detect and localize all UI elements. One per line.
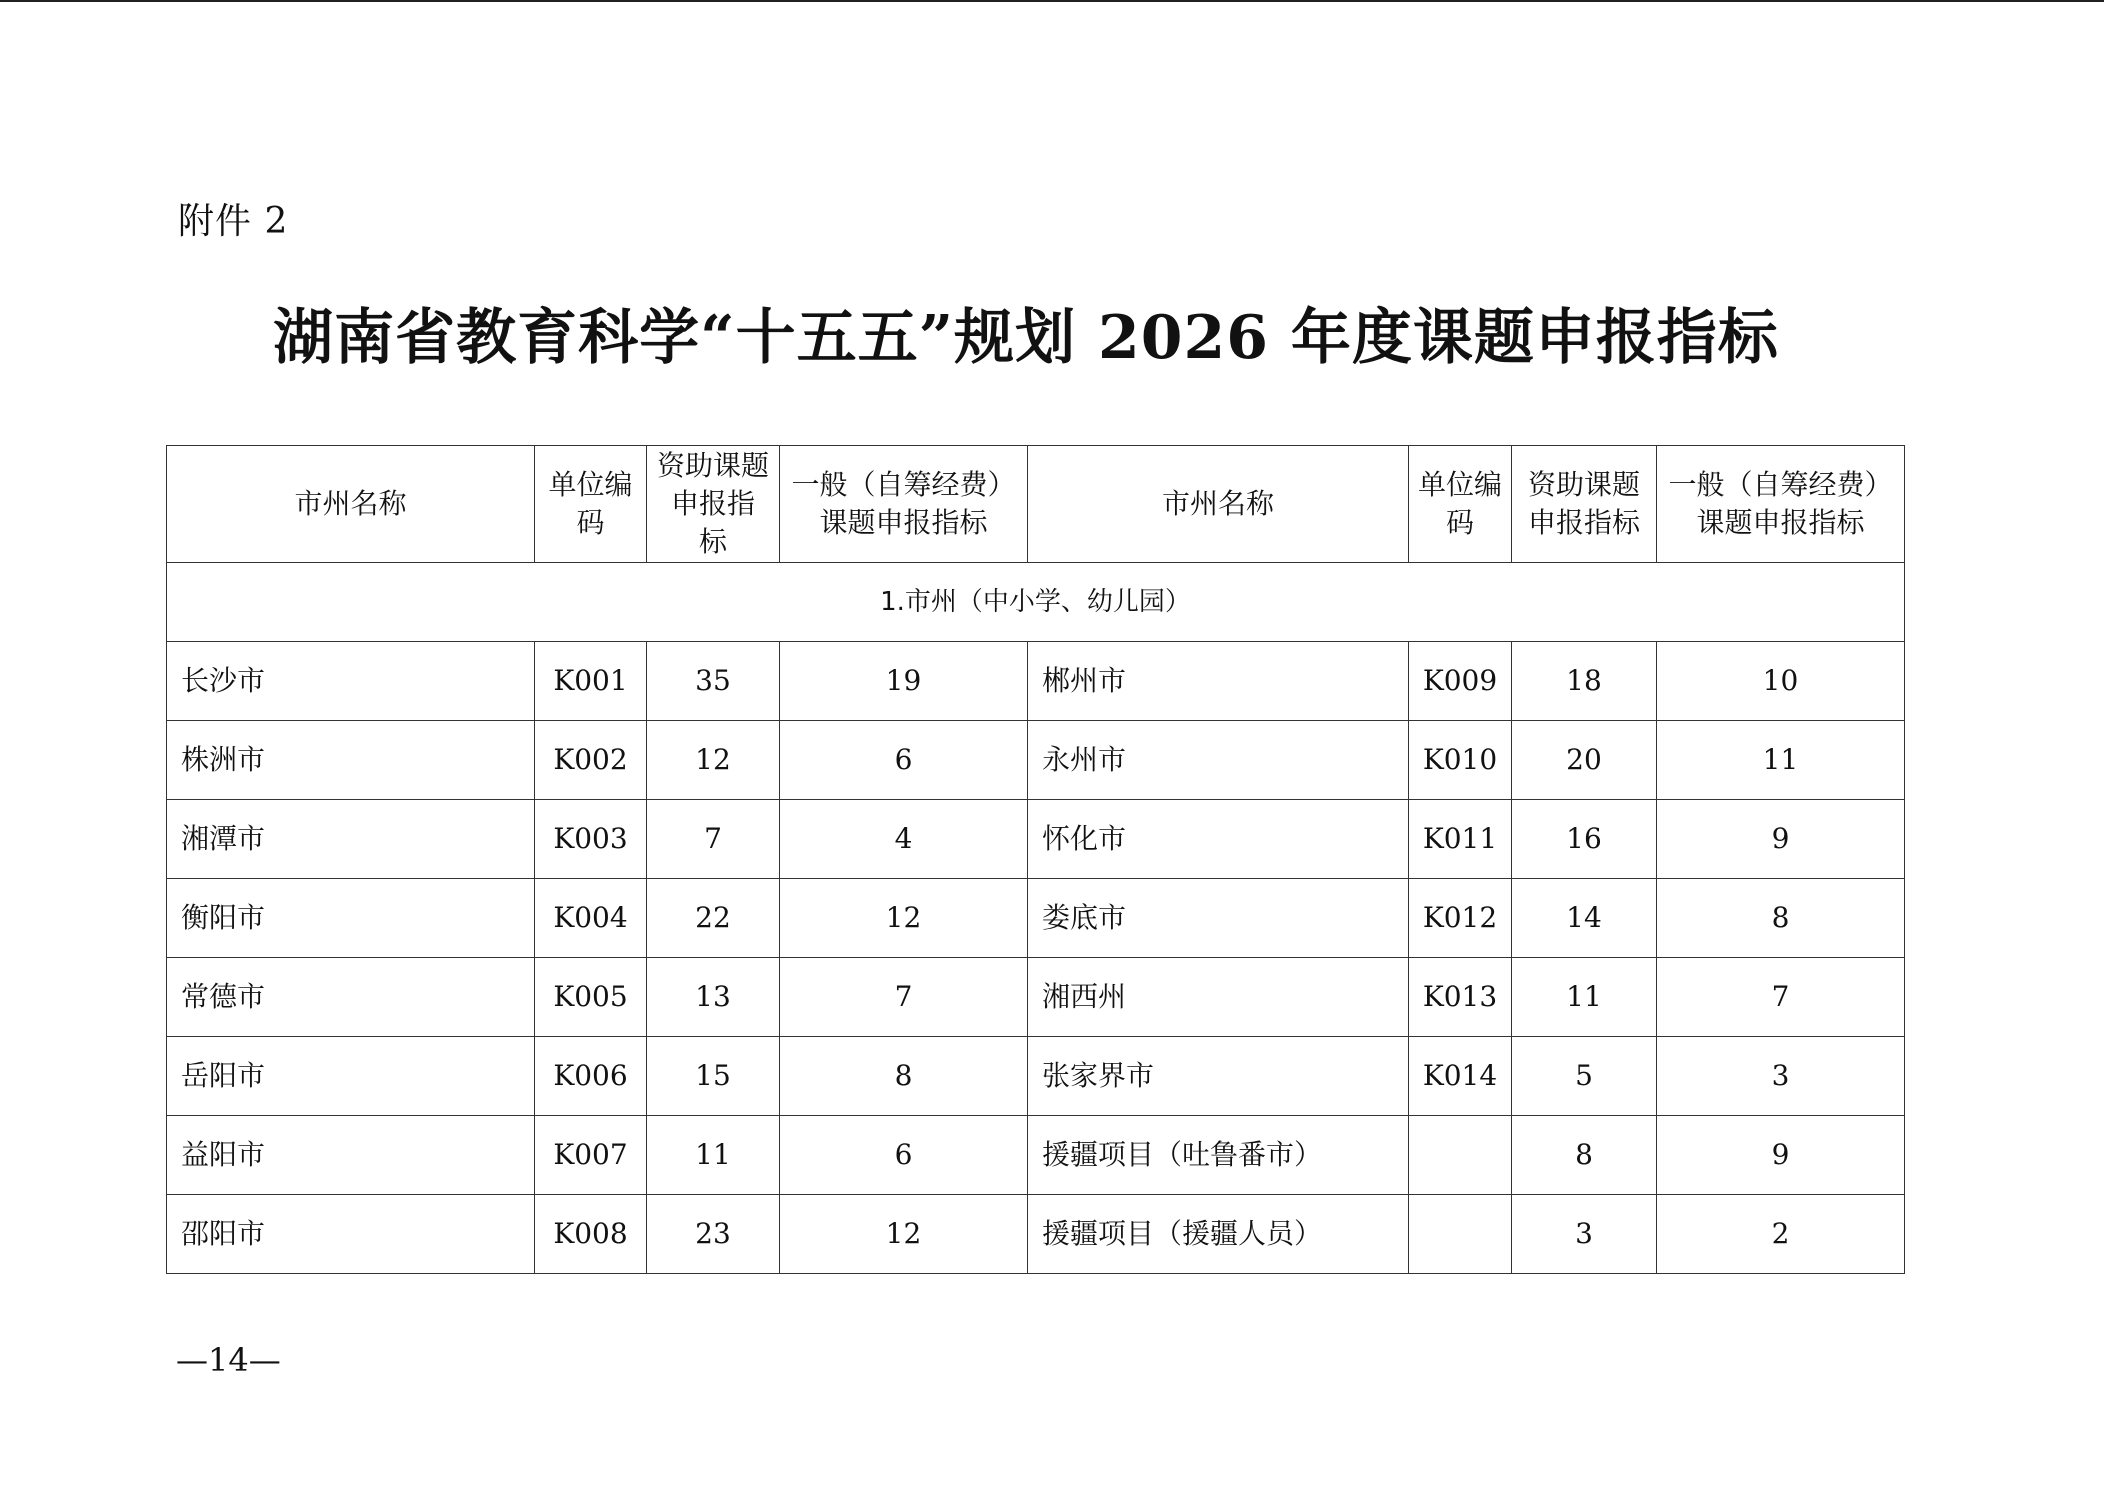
funded-quota-cell-2: 18	[1512, 642, 1657, 721]
header-city-name: 市州名称	[167, 446, 535, 563]
general-quota-cell: 12	[780, 879, 1028, 958]
table-row	[167, 721, 1905, 800]
table-row	[167, 800, 1905, 879]
header-funded-quota: 资助课题申报指 标	[647, 446, 780, 563]
quota-table	[166, 445, 1905, 1274]
funded-quota-cell: 13	[647, 958, 780, 1037]
attachment-label: 附件 2	[178, 201, 289, 242]
general-quota-cell: 12	[780, 1195, 1028, 1274]
unit-code-cell: K003	[535, 800, 647, 879]
general-quota-cell: 6	[780, 1116, 1028, 1195]
city-name-cell: 衡阳市	[167, 879, 535, 958]
city-name-cell-2: 怀化市	[1028, 800, 1409, 879]
city-name-cell: 岳阳市	[167, 1037, 535, 1116]
funded-quota-cell: 11	[647, 1116, 780, 1195]
funded-quota-cell: 12	[647, 721, 780, 800]
unit-code-cell: K005	[535, 958, 647, 1037]
general-quota-cell-2: 3	[1657, 1037, 1905, 1116]
funded-quota-cell-2: 3	[1512, 1195, 1657, 1274]
general-quota-cell-2: 11	[1657, 721, 1905, 800]
general-quota-cell-2: 9	[1657, 800, 1905, 879]
funded-quota-cell-2: 16	[1512, 800, 1657, 879]
table-row	[167, 1116, 1905, 1195]
funded-quota-cell-2: 20	[1512, 721, 1657, 800]
city-name-cell-2: 援疆项目（援疆人员）	[1028, 1195, 1409, 1274]
unit-code-cell-2: K012	[1409, 879, 1512, 958]
table-row	[167, 1037, 1905, 1116]
unit-code-cell: K007	[535, 1116, 647, 1195]
unit-code-cell-2: K010	[1409, 721, 1512, 800]
city-name-cell-2: 援疆项目（吐鲁番市）	[1028, 1116, 1409, 1195]
funded-quota-cell: 35	[647, 642, 780, 721]
funded-quota-cell: 23	[647, 1195, 780, 1274]
general-quota-cell: 6	[780, 721, 1028, 800]
unit-code-cell-2	[1409, 1116, 1512, 1195]
section-row	[167, 563, 1905, 642]
general-quota-cell-2: 8	[1657, 879, 1905, 958]
table-header	[167, 446, 1905, 563]
unit-code-cell-2: K014	[1409, 1037, 1512, 1116]
unit-code-cell: K004	[535, 879, 647, 958]
unit-code-cell-2	[1409, 1195, 1512, 1274]
city-name-cell: 湘潭市	[167, 800, 535, 879]
document-title: 湖南省教育科学“十五五”规划 2026 年度课题申报指标	[273, 303, 1779, 373]
funded-quota-cell-2: 8	[1512, 1116, 1657, 1195]
funded-quota-cell-2: 5	[1512, 1037, 1657, 1116]
general-quota-cell: 7	[780, 958, 1028, 1037]
city-name-cell-2: 娄底市	[1028, 879, 1409, 958]
header-unit-code-2: 单位编码	[1409, 446, 1512, 563]
general-quota-cell-2: 2	[1657, 1195, 1905, 1274]
general-quota-cell-2: 9	[1657, 1116, 1905, 1195]
section-label: 1.市州（中小学、幼儿园）	[167, 563, 1905, 642]
header-unit-code: 单位编码	[535, 446, 647, 563]
general-quota-cell-2: 10	[1657, 642, 1905, 721]
city-name-cell-2: 郴州市	[1028, 642, 1409, 721]
funded-quota-cell-2: 14	[1512, 879, 1657, 958]
city-name-cell-2: 湘西州	[1028, 958, 1409, 1037]
funded-quota-cell: 7	[647, 800, 780, 879]
general-quota-cell: 19	[780, 642, 1028, 721]
funded-quota-cell: 15	[647, 1037, 780, 1116]
unit-code-cell-2: K011	[1409, 800, 1512, 879]
unit-code-cell: K001	[535, 642, 647, 721]
general-quota-cell: 8	[780, 1037, 1028, 1116]
table-row	[167, 642, 1905, 721]
unit-code-cell: K006	[535, 1037, 647, 1116]
city-name-cell: 长沙市	[167, 642, 535, 721]
table-row	[167, 958, 1905, 1037]
general-quota-cell-2: 7	[1657, 958, 1905, 1037]
unit-code-cell: K002	[535, 721, 647, 800]
city-name-cell: 益阳市	[167, 1116, 535, 1195]
city-name-cell: 常德市	[167, 958, 535, 1037]
header-funded-quota-2: 资助课题申报指标	[1512, 446, 1657, 563]
city-name-cell-2: 永州市	[1028, 721, 1409, 800]
unit-code-cell-2: K013	[1409, 958, 1512, 1037]
table-body	[167, 563, 1905, 1274]
unit-code-cell-2: K009	[1409, 642, 1512, 721]
city-name-cell: 株洲市	[167, 721, 535, 800]
header-city-name-2: 市州名称	[1028, 446, 1409, 563]
page-number: —14—	[176, 1341, 281, 1379]
city-name-cell-2: 张家界市	[1028, 1037, 1409, 1116]
table-row	[167, 1195, 1905, 1274]
top-border-line	[0, 0, 2104, 2]
table-row	[167, 879, 1905, 958]
header-general-quota: 一般（自筹经费）课题申报指标	[780, 446, 1028, 563]
city-name-cell: 邵阳市	[167, 1195, 535, 1274]
unit-code-cell: K008	[535, 1195, 647, 1274]
general-quota-cell: 4	[780, 800, 1028, 879]
header-row	[167, 446, 1905, 563]
funded-quota-cell: 22	[647, 879, 780, 958]
header-general-quota-2: 一般（自筹经费）课题申报指标	[1657, 446, 1905, 563]
funded-quota-cell-2: 11	[1512, 958, 1657, 1037]
